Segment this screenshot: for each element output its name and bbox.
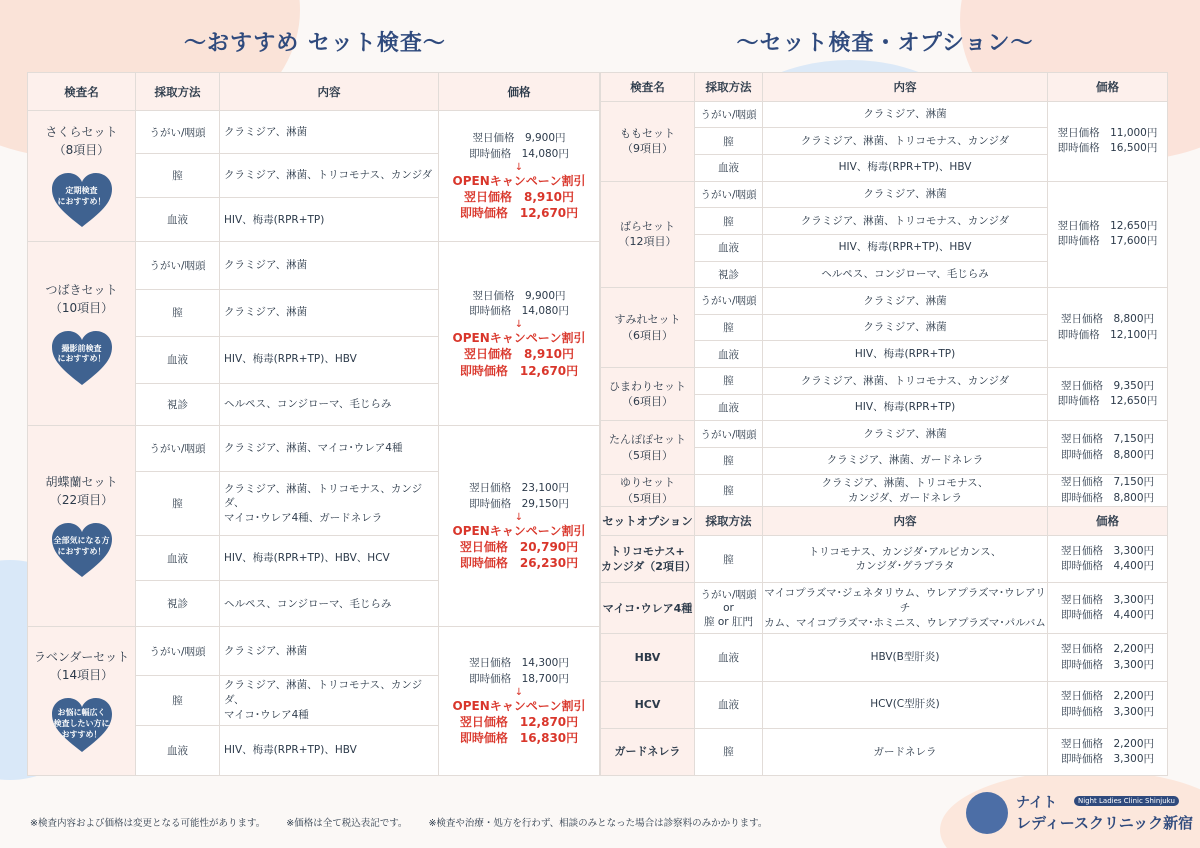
collection-method: 膣 bbox=[695, 474, 763, 507]
next-day-price: 翌日価格 11,000円 bbox=[1057, 126, 1158, 139]
test-content: クラミジア、淋菌 bbox=[763, 314, 1048, 341]
same-day-price: 即時価格 4,400円 bbox=[1060, 609, 1155, 622]
collection-method: 膣 bbox=[695, 536, 763, 583]
down-arrow-icon: ↓ bbox=[514, 161, 524, 173]
test-content: クラミジア、淋菌、トリコモナス、カンジダ、 マイコ･ウレア4種、ガードネレラ bbox=[220, 472, 439, 536]
table-row bbox=[601, 288, 1168, 315]
collection-method: うがい/咽頭 bbox=[136, 425, 220, 471]
sets-options-title: ～セット検査・オプション～ bbox=[736, 31, 1034, 56]
price-cell bbox=[1048, 101, 1168, 181]
campaign-next-day-price: 翌日価格 20,790円 bbox=[459, 539, 579, 554]
next-day-price: 翌日価格 9,900円 bbox=[472, 132, 566, 145]
heart-label-line: におすすめ！ bbox=[57, 197, 106, 207]
down-arrow-icon: ↓ bbox=[514, 319, 524, 331]
collection-method: うがい/咽頭 bbox=[695, 181, 763, 208]
test-content: クラミジア、淋菌、トリコモナス、 カンジダ、ガードネレラ bbox=[763, 474, 1048, 507]
table-row bbox=[601, 474, 1168, 507]
set-name-cell bbox=[601, 421, 695, 474]
set-name-cell bbox=[28, 111, 136, 242]
logo-mark-icon bbox=[966, 792, 1008, 834]
set-item-count: （5項目） bbox=[622, 448, 673, 462]
set-item-count: （12項目） bbox=[618, 235, 677, 249]
test-content: クラミジア、淋菌、トリコモナス、カンジダ bbox=[763, 208, 1048, 235]
same-day-price: 即時価格 29,150円 bbox=[469, 497, 569, 510]
set-name: ラベンダーセット bbox=[33, 650, 130, 665]
option-name: トリコモナス+ カンジダ（2項目） bbox=[601, 536, 695, 583]
set-name: たんぽぽセット bbox=[609, 433, 686, 447]
collection-method: 膣 bbox=[695, 208, 763, 235]
set-name-cell bbox=[601, 101, 695, 181]
logo-name-top: ナイト bbox=[1016, 795, 1058, 811]
set-name-cell bbox=[601, 368, 695, 421]
test-content: クラミジア、淋菌 bbox=[763, 421, 1048, 448]
campaign-same-day-price: 即時価格 12,670円 bbox=[459, 206, 579, 221]
collection-method: 血液 bbox=[695, 394, 763, 421]
collection-method: 血液 bbox=[695, 341, 763, 368]
next-day-price: 翌日価格 2,200円 bbox=[1060, 690, 1155, 703]
collection-method: うがい/咽頭 bbox=[136, 242, 220, 289]
price-cell bbox=[1048, 583, 1168, 634]
test-content: HIV、梅毒(RPR+TP)、HBV bbox=[220, 725, 439, 775]
collection-method: うがい/咽頭 bbox=[136, 111, 220, 154]
table-row bbox=[28, 242, 600, 289]
option-row bbox=[601, 536, 1168, 583]
test-content: クラミジア、淋菌、トリコモナス、カンジダ bbox=[763, 368, 1048, 395]
option-row bbox=[601, 728, 1168, 775]
price-cell bbox=[1048, 474, 1168, 507]
collection-method: 膣 bbox=[136, 675, 220, 725]
price-cell bbox=[439, 627, 600, 776]
collection-method: 膣 bbox=[136, 289, 220, 336]
set-item-count: （8項目） bbox=[53, 143, 110, 158]
set-name-cell bbox=[601, 474, 695, 507]
test-content: ガードネレラ bbox=[763, 728, 1048, 775]
collection-method: 血液 bbox=[695, 681, 763, 728]
column-header: 検査名 bbox=[601, 73, 695, 102]
option-row bbox=[601, 681, 1168, 728]
campaign-same-day-price: 即時価格 26,230円 bbox=[459, 556, 579, 571]
test-content: HIV、梅毒(RPR+TP)、HBV bbox=[763, 154, 1048, 181]
collection-method: 膣 bbox=[695, 128, 763, 155]
heart-label-line: 全部気になる方 bbox=[53, 536, 110, 546]
campaign-same-day-price: 即時価格 12,670円 bbox=[459, 363, 579, 378]
test-content: クラミジア、淋菌、マイコ･ウレア4種 bbox=[220, 425, 439, 471]
campaign-label: OPENキャンペーン割引 bbox=[452, 173, 586, 188]
set-name: ばらセット bbox=[620, 220, 675, 233]
price-cell bbox=[1048, 181, 1168, 288]
test-content: HIV、梅毒(RPR+TP)、HBV、HCV bbox=[220, 536, 439, 581]
logo-name-bottom: レディースクリニック新宿 bbox=[1016, 814, 1194, 832]
next-day-price: 翌日価格 9,900円 bbox=[472, 289, 566, 302]
collection-method: 膣 bbox=[695, 314, 763, 341]
set-name: 胡蝶蘭セット bbox=[45, 475, 118, 490]
table-row bbox=[601, 368, 1168, 395]
test-content: クラミジア、淋菌 bbox=[220, 242, 439, 289]
collection-method: うがい/咽頭 bbox=[695, 421, 763, 448]
price-cell bbox=[1048, 634, 1168, 681]
column-header: 価格 bbox=[439, 73, 600, 111]
collection-method: 膣 bbox=[695, 448, 763, 475]
column-header: 価格 bbox=[1048, 507, 1168, 536]
test-content: ヘルペス、コンジローマ、毛じらみ bbox=[220, 581, 439, 627]
collection-method: うがい/咽頭 bbox=[695, 101, 763, 128]
footnote: ※検査や治療・処方を行わず、相談のみとなった場合は診察料のみかかります。 bbox=[428, 818, 768, 829]
same-day-price: 即時価格 8,800円 bbox=[1060, 491, 1155, 504]
campaign-label: OPENキャンペーン割引 bbox=[452, 698, 586, 713]
sets-options-table bbox=[600, 72, 1168, 776]
test-content: HIV、梅毒(RPR+TP)、HBV bbox=[763, 234, 1048, 261]
test-content: HBV(B型肝炎) bbox=[763, 634, 1048, 681]
test-content: クラミジア、淋菌 bbox=[763, 288, 1048, 315]
collection-method: 視診 bbox=[136, 581, 220, 627]
test-content: ヘルペス、コンジローマ、毛じらみ bbox=[763, 261, 1048, 288]
recommend-heart bbox=[50, 171, 114, 229]
collection-method: 膣 bbox=[695, 728, 763, 775]
next-day-price: 翌日価格 2,200円 bbox=[1060, 737, 1155, 750]
option-name: HBV bbox=[601, 634, 695, 681]
next-day-price: 翌日価格 9,350円 bbox=[1060, 380, 1155, 393]
test-content: HIV、梅毒(RPR+TP) bbox=[220, 198, 439, 242]
price-cell bbox=[439, 425, 600, 627]
same-day-price: 即時価格 12,650円 bbox=[1057, 395, 1158, 408]
set-name-cell bbox=[28, 627, 136, 776]
footnote: ※検査内容および価格は変更となる可能性があります。 bbox=[30, 818, 266, 829]
collection-method: 血液 bbox=[695, 154, 763, 181]
campaign-next-day-price: 翌日価格 12,870円 bbox=[459, 714, 579, 729]
price-cell bbox=[1048, 288, 1168, 368]
heart-label-line: おすすめ！ bbox=[61, 729, 102, 739]
collection-method: 膣 bbox=[136, 472, 220, 536]
option-name: HCV bbox=[601, 681, 695, 728]
recommended-sets-title: ～おすすめ セット検査～ bbox=[184, 31, 446, 56]
collection-method: 血液 bbox=[695, 634, 763, 681]
price-cell bbox=[439, 111, 600, 242]
set-name: ももセット bbox=[620, 126, 675, 140]
header-row bbox=[28, 73, 600, 111]
test-content: クラミジア、淋菌 bbox=[220, 111, 439, 154]
set-name-cell bbox=[28, 242, 136, 425]
column-header: 内容 bbox=[220, 73, 439, 111]
campaign-next-day-price: 翌日価格 8,910円 bbox=[464, 189, 574, 204]
next-day-price: 翌日価格 3,300円 bbox=[1060, 544, 1155, 557]
set-item-count: （10項目） bbox=[49, 300, 114, 315]
same-day-price: 即時価格 3,300円 bbox=[1060, 658, 1155, 671]
collection-method: 血液 bbox=[136, 725, 220, 775]
test-content: クラミジア、淋菌、トリコモナス、カンジダ、 マイコ･ウレア4種 bbox=[220, 675, 439, 725]
heart-label-line: におすすめ！ bbox=[57, 547, 106, 556]
same-day-price: 即時価格 18,700円 bbox=[469, 672, 569, 685]
next-day-price: 翌日価格 8,800円 bbox=[1060, 313, 1155, 326]
set-item-count: （5項目） bbox=[622, 491, 673, 505]
table-row bbox=[601, 421, 1168, 448]
same-day-price: 即時価格 3,300円 bbox=[1060, 705, 1155, 718]
collection-method: 視診 bbox=[136, 383, 220, 425]
test-content: トリコモナス、カンジダ･アルビカンス、 カンジダ･グラブラタ bbox=[763, 536, 1048, 583]
set-item-count: （22項目） bbox=[49, 493, 114, 508]
heart-label-line: 撮影前検査 bbox=[61, 343, 102, 353]
price-cell bbox=[1048, 421, 1168, 474]
price-cell bbox=[1048, 368, 1168, 421]
collection-method: 血液 bbox=[136, 536, 220, 581]
down-arrow-icon: ↓ bbox=[514, 511, 524, 523]
heart-label bbox=[50, 536, 114, 558]
test-content: ヘルペス、コンジローマ、毛じらみ bbox=[220, 383, 439, 425]
column-header: 採取方法 bbox=[695, 507, 763, 536]
option-row bbox=[601, 634, 1168, 681]
campaign-next-day-price: 翌日価格 8,910円 bbox=[464, 347, 574, 362]
next-day-price: 翌日価格 7,150円 bbox=[1060, 433, 1155, 446]
table-row bbox=[28, 627, 600, 675]
same-day-price: 即時価格 8,800円 bbox=[1060, 448, 1155, 461]
set-name: ひまわりセット bbox=[609, 379, 686, 393]
set-name-cell bbox=[28, 425, 136, 627]
test-content: マイコプラズマ･ジェネタリウム、ウレアプラズマ･ウレアリチ カム、マイコプラズマ･ホミニス、ウレアプラズマ･パルバム bbox=[763, 583, 1048, 634]
next-day-price: 翌日価格 23,100円 bbox=[469, 482, 569, 495]
collection-method: 膣 bbox=[136, 154, 220, 198]
collection-method: 膣 bbox=[695, 368, 763, 395]
test-content: HIV、梅毒(RPR+TP) bbox=[763, 394, 1048, 421]
clinic-logo bbox=[966, 790, 1194, 838]
same-day-price: 即時価格 17,600円 bbox=[1057, 235, 1158, 248]
table-row bbox=[601, 101, 1168, 128]
column-header: 採取方法 bbox=[695, 73, 763, 102]
set-name: つばきセット bbox=[45, 282, 118, 297]
column-header: 内容 bbox=[763, 73, 1048, 102]
set-item-count: （9項目） bbox=[622, 142, 673, 156]
heart-label-line: 検査したい方に bbox=[53, 719, 110, 729]
collection-method: うがい/咽頭 bbox=[695, 288, 763, 315]
price-cell bbox=[1048, 536, 1168, 583]
header-row bbox=[601, 73, 1168, 102]
heart-label bbox=[50, 344, 114, 366]
test-content: HIV、梅毒(RPR+TP)、HBV bbox=[220, 336, 439, 383]
same-day-price: 即時価格 16,500円 bbox=[1057, 142, 1158, 155]
column-header: セットオプション bbox=[601, 507, 695, 536]
option-name: ガードネレラ bbox=[601, 728, 695, 775]
heart-label bbox=[50, 708, 114, 740]
set-name-cell bbox=[601, 181, 695, 288]
collection-method: 血液 bbox=[136, 336, 220, 383]
collection-method: うがい/咽頭 or 膣 or 肛門 bbox=[695, 583, 763, 634]
footnote: ※価格は全て税込表記です。 bbox=[286, 818, 408, 829]
collection-method: 血液 bbox=[695, 234, 763, 261]
collection-method: 血液 bbox=[136, 198, 220, 242]
set-item-count: （6項目） bbox=[622, 395, 673, 409]
test-content: クラミジア、淋菌、トリコモナス、カンジダ bbox=[763, 128, 1048, 155]
same-day-price: 即時価格 12,100円 bbox=[1057, 328, 1158, 341]
same-day-price: 即時価格 4,400円 bbox=[1060, 560, 1155, 573]
option-row bbox=[601, 583, 1168, 634]
recommend-heart bbox=[50, 329, 114, 387]
price-cell bbox=[1048, 681, 1168, 728]
test-content: クラミジア、淋菌 bbox=[763, 181, 1048, 208]
price-cell bbox=[439, 242, 600, 425]
heart-label bbox=[50, 186, 114, 208]
next-day-price: 翌日価格 7,150円 bbox=[1060, 476, 1155, 489]
test-content: HIV、梅毒(RPR+TP) bbox=[763, 341, 1048, 368]
column-header: 内容 bbox=[763, 507, 1048, 536]
collection-method: 視診 bbox=[695, 261, 763, 288]
option-header-row bbox=[601, 507, 1168, 536]
campaign-same-day-price: 即時価格 16,830円 bbox=[459, 731, 579, 746]
set-item-count: （6項目） bbox=[622, 328, 673, 342]
price-cell bbox=[1048, 728, 1168, 775]
recommended-sets-table bbox=[27, 72, 600, 776]
set-item-count: （14項目） bbox=[49, 668, 114, 683]
option-name: マイコ･ウレア4種 bbox=[601, 583, 695, 634]
next-day-price: 翌日価格 14,300円 bbox=[469, 657, 569, 670]
same-day-price: 即時価格 14,080円 bbox=[469, 305, 569, 318]
set-name: さくらセット bbox=[45, 125, 118, 140]
table-row bbox=[28, 425, 600, 471]
heart-label-line: 定期検査 bbox=[65, 186, 98, 196]
campaign-label: OPENキャンペーン割引 bbox=[452, 331, 586, 346]
set-name: ゆりセット bbox=[620, 476, 675, 490]
heart-label-line: お悩に幅広く bbox=[57, 708, 106, 718]
next-day-price: 翌日価格 12,650円 bbox=[1057, 220, 1158, 233]
test-content: クラミジア、淋菌、トリコモナス、カンジダ bbox=[220, 154, 439, 198]
test-content: クラミジア、淋菌 bbox=[220, 289, 439, 336]
table-row bbox=[28, 111, 600, 154]
test-content: クラミジア、淋菌 bbox=[220, 627, 439, 675]
same-day-price: 即時価格 3,300円 bbox=[1060, 752, 1155, 765]
next-day-price: 翌日価格 2,200円 bbox=[1060, 643, 1155, 656]
column-header: 検査名 bbox=[28, 73, 136, 111]
recommend-heart bbox=[50, 696, 114, 754]
table-row bbox=[601, 181, 1168, 208]
next-day-price: 翌日価格 3,300円 bbox=[1060, 594, 1155, 607]
test-content: クラミジア、淋菌、ガードネレラ bbox=[763, 448, 1048, 475]
heart-label-line: におすすめ！ bbox=[57, 354, 106, 364]
set-name-cell bbox=[601, 288, 695, 368]
collection-method: うがい/咽頭 bbox=[136, 627, 220, 675]
footnotes bbox=[30, 815, 930, 829]
column-header: 価格 bbox=[1048, 73, 1168, 102]
down-arrow-icon: ↓ bbox=[514, 686, 524, 698]
logo-english-name: Night Ladies Clinic Shinjuku bbox=[1074, 796, 1179, 806]
test-content: クラミジア、淋菌 bbox=[763, 101, 1048, 128]
set-name: すみれセット bbox=[614, 313, 681, 327]
campaign-label: OPENキャンペーン割引 bbox=[452, 523, 586, 538]
column-header: 採取方法 bbox=[136, 73, 220, 111]
test-content: HCV(C型肝炎) bbox=[763, 681, 1048, 728]
same-day-price: 即時価格 14,080円 bbox=[469, 147, 569, 160]
recommend-heart bbox=[50, 521, 114, 579]
